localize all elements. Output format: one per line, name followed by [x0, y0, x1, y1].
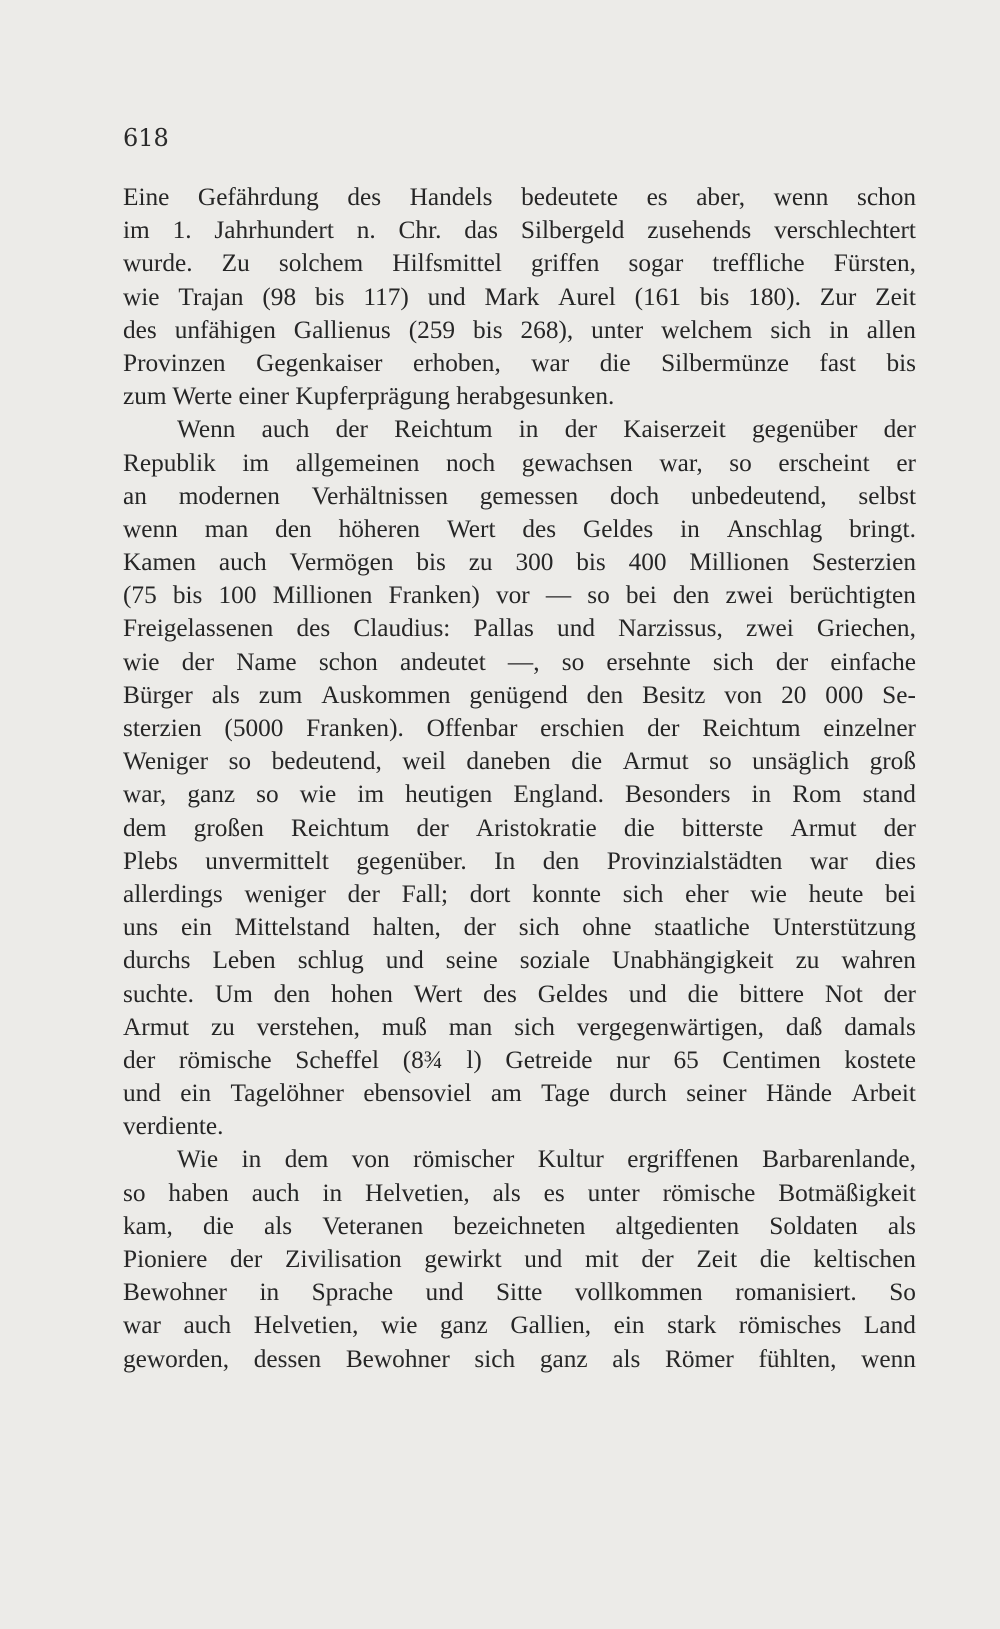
body-text: [123, 181, 916, 1376]
text-line: kam, die als Veteranen bezeichneten altgedienten Soldaten als: [123, 1211, 916, 1240]
text-line: Wenn auch der Reichtum in der Kaiserzeit gegenüber der: [177, 415, 916, 444]
text-line: Bürger als zum Auskommen genügend den Besitz von 20 000 Se-: [123, 680, 916, 709]
text-line: an modernen Verhältnissen gemessen doch unbedeutend, selbst: [123, 481, 916, 510]
text-line: Eine Gefährdung des Handels bedeutete es aber, wenn schon: [123, 183, 916, 211]
text-line: Pioniere der Zivilisation gewirkt und mit der Zeit die keltischen: [123, 1245, 916, 1273]
text-line: wurde. Zu solchem Hilfsmittel griffen sogar treffliche Fürsten,: [123, 249, 916, 278]
text-line: war auch Helvetien, wie ganz Gallien, ein stark römisches Land: [123, 1311, 916, 1340]
text-line: Bewohner in Sprache und Sitte vollkommen romanisiert. So: [123, 1278, 916, 1307]
text-line: Plebs unvermittelt gegenüber. In den Provinzialstädten war dies: [123, 846, 916, 875]
text-line: Weniger so bedeutend, weil daneben die Armut so unsäglich groß: [123, 747, 916, 776]
text-line: suchte. Um den hohen Wert des Geldes und die bittere Not der: [123, 979, 916, 1008]
text-line: war, ganz so wie im heutigen England. Besonders in Rom stand: [123, 780, 916, 809]
text-line: dem großen Reichtum der Aristokratie die bitterste Armut der: [123, 813, 916, 842]
text-line: Republik im allgemeinen noch gewachsen war, so erscheint er: [123, 448, 916, 477]
text-line: geworden, dessen Bewohner sich ganz als Römer fühlten, wenn: [123, 1344, 916, 1373]
text-line: uns ein Mittelstand halten, der sich ohne staatliche Unterstützung: [123, 913, 916, 942]
paragraph: [123, 1143, 916, 1375]
text-line: im 1. Jahrhundert n. Chr. das Silbergeld zusehends verschlechtert: [123, 216, 916, 245]
text-line: des unfähigen Gallienus (259 bis 268), unter welchem sich in allen: [123, 315, 916, 344]
text-line: verdiente.: [123, 1112, 224, 1141]
text-line: wie der Name schon andeutet —, so ersehnte sich der einfache: [123, 647, 916, 676]
paragraph: [123, 181, 916, 413]
text-line: wie Trajan (98 bis 117) und Mark Aurel (161 bis 180). Zur Zeit: [123, 282, 916, 311]
text-line: Provinzen Gegenkaiser erhoben, war die Silbermünze fast bis: [123, 348, 916, 377]
text-line: Freigelassenen des Claudius: Pallas und Narzissus, zwei Griechen,: [123, 614, 916, 643]
text-line: durchs Leben schlug und seine soziale Unabhängigkeit zu wahren: [123, 946, 916, 975]
text-line: der römische Scheffel (8¾ l) Getreide nur 65 Centimen kostete: [123, 1045, 916, 1074]
text-line: so haben auch in Helvetien, als es unter römische Botmäßigkeit: [123, 1178, 916, 1207]
text-line: wenn man den höheren Wert des Geldes in Anschlag bringt.: [123, 514, 916, 543]
text-line: allerdings weniger der Fall; dort konnte sich eher wie heute bei: [123, 879, 916, 908]
text-line: sterzien (5000 Franken). Offenbar erschien der Reichtum einzelner: [123, 714, 916, 742]
paragraph: [123, 413, 916, 1143]
text-line: und ein Tagelöhner ebensoviel am Tage durch seiner Hände Arbeit: [123, 1079, 916, 1108]
text-line: Kamen auch Vermögen bis zu 300 bis 400 Millionen Sesterzien: [123, 548, 916, 577]
page-number: 618: [123, 124, 169, 152]
text-line: (75 bis 100 Millionen Franken) vor — so bei den zwei berüchtigten: [123, 581, 916, 610]
text-line: Armut zu verstehen, muß man sich vergegenwärtigen, daß damals: [123, 1012, 916, 1041]
text-line: zum Werte einer Kupferprägung herabgesunken.: [123, 382, 615, 411]
text-line: Wie in dem von römischer Kultur ergriffenen Barbarenlande,: [177, 1145, 916, 1174]
